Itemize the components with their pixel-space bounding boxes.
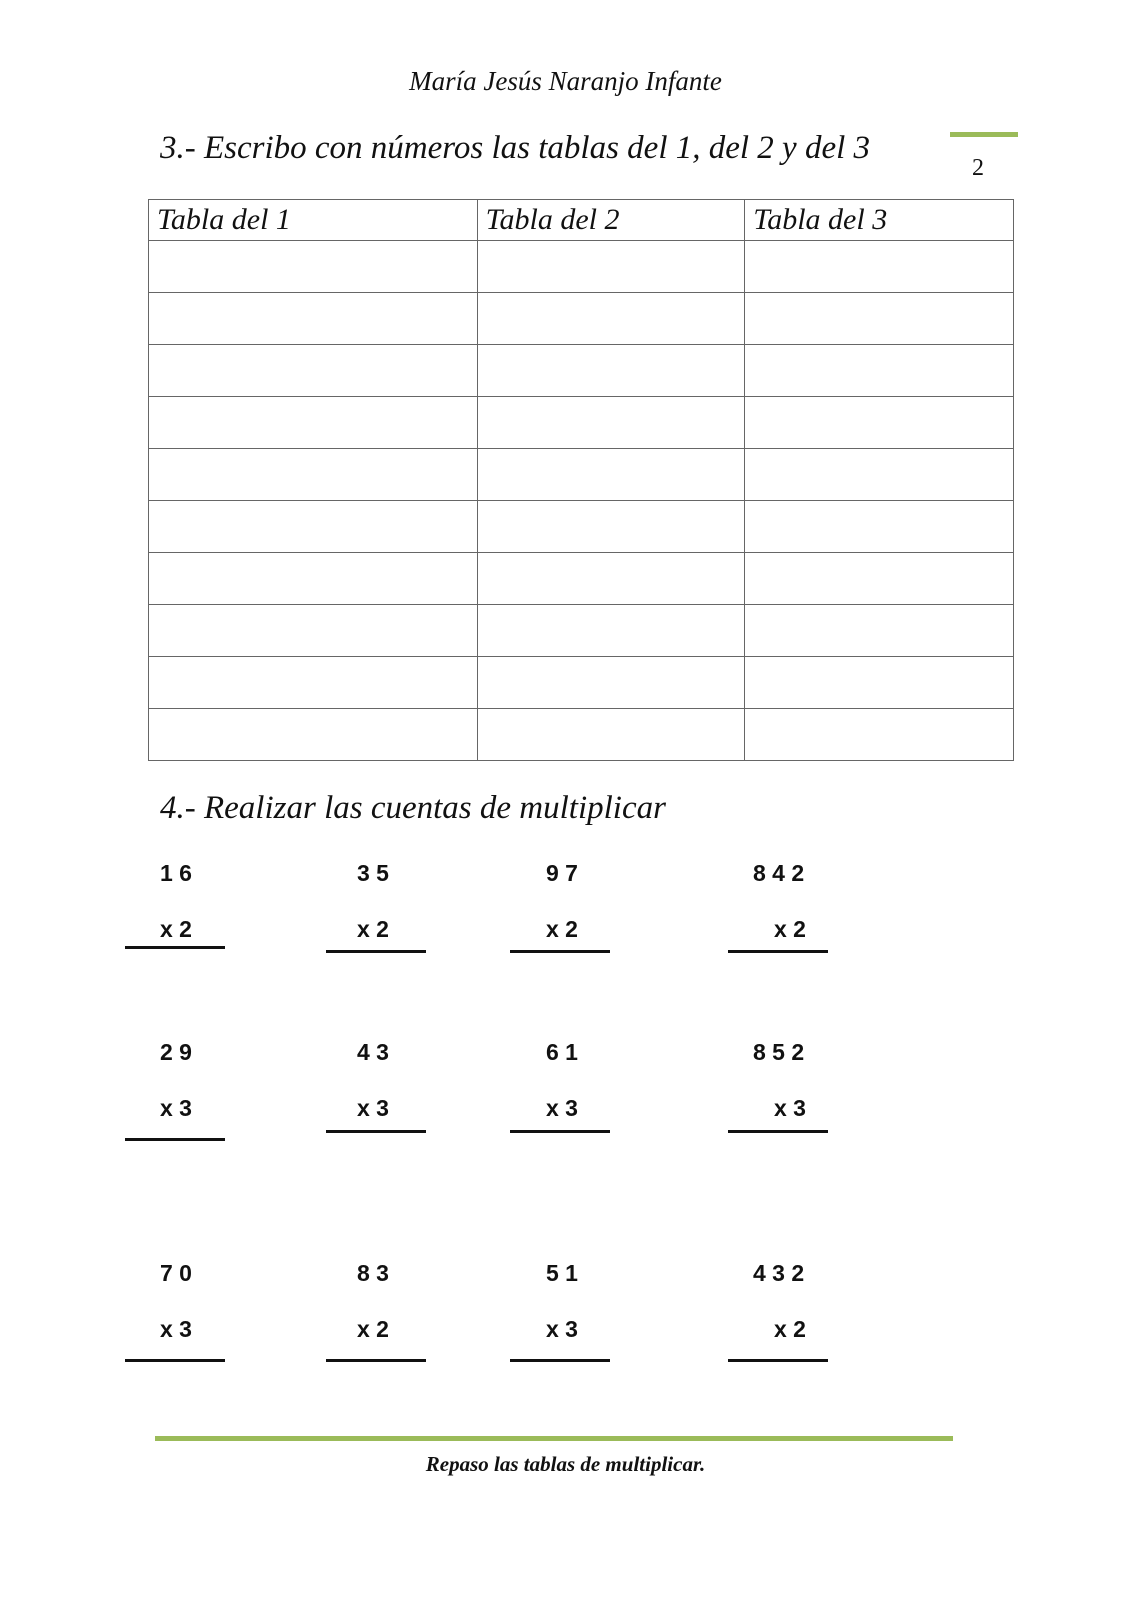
multiplicand: 8 4 2 — [753, 860, 805, 886]
table-row — [149, 501, 1014, 553]
multiplier: x 3 — [546, 1095, 578, 1121]
multiplicand: 4 3 — [357, 1039, 389, 1065]
answer-cell[interactable] — [477, 657, 745, 709]
answer-line — [326, 1359, 426, 1362]
answer-cell[interactable] — [477, 709, 745, 761]
answer-cell[interactable] — [745, 345, 1014, 397]
multiplier: x 2 — [546, 916, 578, 942]
author-header: María Jesús Naranjo Infante — [409, 66, 722, 96]
column-header-tabla-3: Tabla del 3 — [745, 200, 1014, 241]
answer-cell[interactable] — [745, 605, 1014, 657]
answer-cell[interactable] — [477, 449, 745, 501]
column-header-tabla-1: Tabla del 1 — [149, 200, 478, 241]
page-number: 2 — [972, 155, 984, 181]
multiplicand: 3 5 — [357, 860, 389, 886]
multiplicand: 5 1 — [546, 1260, 578, 1286]
answer-line — [510, 1130, 610, 1133]
answer-line — [728, 1130, 828, 1133]
answer-cell[interactable] — [149, 501, 478, 553]
answer-cell[interactable] — [149, 657, 478, 709]
answer-cell[interactable] — [477, 501, 745, 553]
multiplicand: 7 0 — [160, 1260, 192, 1286]
answer-cell[interactable] — [745, 501, 1014, 553]
table-row — [149, 657, 1014, 709]
header-accent-bar — [950, 132, 1018, 137]
answer-cell[interactable] — [149, 293, 478, 345]
multiplier: x 3 — [160, 1316, 192, 1342]
answer-cell[interactable] — [477, 293, 745, 345]
section-3-title: 3.- Escribo con números las tablas del 1, del 2 y del 3 — [160, 130, 871, 166]
answer-line — [326, 1130, 426, 1133]
answer-line — [510, 950, 610, 953]
answer-cell[interactable] — [477, 241, 745, 293]
multiplier: x 3 — [160, 1095, 192, 1121]
table-row — [149, 449, 1014, 501]
section-4-title: 4.- Realizar las cuentas de multiplicar — [160, 790, 666, 826]
answer-cell[interactable] — [149, 397, 478, 449]
multiplier: x 2 — [774, 1316, 806, 1342]
multiplier: x 2 — [357, 916, 389, 942]
answer-cell[interactable] — [477, 605, 745, 657]
answer-cell[interactable] — [149, 553, 478, 605]
multiplier: x 2 — [774, 916, 806, 942]
answer-line — [125, 946, 225, 949]
column-header-tabla-2: Tabla del 2 — [477, 200, 745, 241]
answer-cell[interactable] — [477, 553, 745, 605]
answer-cell[interactable] — [477, 397, 745, 449]
multiplication-tables-grid — [148, 199, 1014, 761]
answer-cell[interactable] — [149, 709, 478, 761]
answer-cell[interactable] — [745, 709, 1014, 761]
table-row — [149, 397, 1014, 449]
answer-line — [728, 950, 828, 953]
answer-line — [125, 1138, 225, 1141]
answer-cell[interactable] — [149, 241, 478, 293]
multiplicand: 9 7 — [546, 860, 578, 886]
multiplicand: 4 3 2 — [753, 1260, 805, 1286]
table-row — [149, 345, 1014, 397]
multiplier: x 3 — [774, 1095, 806, 1121]
footer-text: Repaso las tablas de multiplicar. — [425, 1452, 706, 1476]
answer-cell[interactable] — [745, 449, 1014, 501]
answer-cell[interactable] — [745, 553, 1014, 605]
answer-cell[interactable] — [149, 605, 478, 657]
answer-line — [728, 1359, 828, 1362]
multiplicand: 8 5 2 — [753, 1039, 805, 1065]
table-row — [149, 709, 1014, 761]
multiplier: x 3 — [357, 1095, 389, 1121]
answer-cell[interactable] — [745, 241, 1014, 293]
multiplicand: 1 6 — [160, 860, 192, 886]
footer-accent-bar — [155, 1436, 953, 1441]
answer-cell[interactable] — [745, 293, 1014, 345]
table-row — [149, 241, 1014, 293]
multiplicand: 8 3 — [357, 1260, 389, 1286]
answer-line — [510, 1359, 610, 1362]
multiplier: x 2 — [160, 916, 192, 942]
answer-line — [125, 1359, 225, 1362]
table-row — [149, 605, 1014, 657]
table-row — [149, 293, 1014, 345]
answer-cell[interactable] — [745, 397, 1014, 449]
answer-cell[interactable] — [745, 657, 1014, 709]
answer-cell[interactable] — [149, 449, 478, 501]
answer-cell[interactable] — [149, 345, 478, 397]
multiplier: x 2 — [357, 1316, 389, 1342]
table-row — [149, 553, 1014, 605]
answer-cell[interactable] — [477, 345, 745, 397]
multiplicand: 6 1 — [546, 1039, 578, 1065]
multiplier: x 3 — [546, 1316, 578, 1342]
answer-line — [326, 950, 426, 953]
multiplicand: 2 9 — [160, 1039, 192, 1065]
